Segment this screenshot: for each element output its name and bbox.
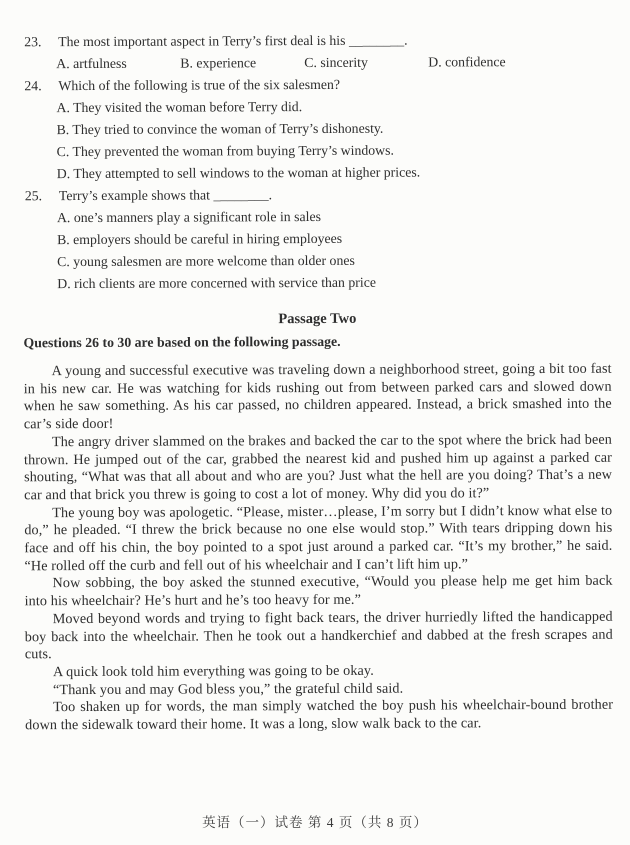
option-a: A. artfulness: [56, 55, 127, 72]
question-stem: The most important aspect in Terry’s first deal is his ________.: [58, 32, 408, 50]
option-c: C. sincerity: [304, 54, 368, 71]
passage-paragraph: Too shaken up for words, the man simply watched the boy push his wheelchair-bound brother down the sidewalk toward their home. It was a long, slow walk back to the car.: [25, 697, 614, 734]
question-number: 23.: [24, 34, 42, 50]
question-number: 24.: [24, 78, 42, 94]
passage-paragraph: Moved beyond words and trying to fight back tears, the driver hurriedly lifted the handicapped boy back into the wheelchair. Then he took out a handkerchief and dabbed at the fresh scrapes and cuts.: [24, 608, 613, 663]
option-b: B. They tried to convince the woman of Terry’s dishonesty.: [56, 120, 384, 138]
passage-instructions: Questions 26 to 30 are based on the following passage.: [23, 333, 341, 351]
question-number: 25.: [24, 188, 43, 204]
passage-paragraph: “Thank you and may God bless you,” the grateful child said.: [52, 680, 404, 698]
question-stem: Terry’s example shows that ________.: [58, 187, 273, 204]
passage-paragraph: A quick look told him everything was going to be okay.: [52, 662, 374, 681]
passage-paragraph: The young boy was apologetic. “Please, mister…please, I’m sorry but I didn’t know what else to do,” he pleaded. “I threw the brick because no one else would stop.” With tears dripping down his face and off his chin, the boy pointed to a spot just around a parked car. “It’s my brother,” he said. “He rolled off the curb and fell out of his wheelchair and I can’t lift him up.”: [24, 502, 613, 575]
question-24-line: [22, 73, 610, 98]
passage-title: Passage Two: [278, 310, 357, 328]
question-24: [22, 73, 610, 186]
question-24-options: [56, 95, 610, 185]
passage-paragraph: Now sobbing, the boy asked the stunned executive, “Would you please help me get him back into his wheelchair? He’s hurt and he’s too heavy for me.”: [24, 573, 613, 610]
question-25-options: [57, 205, 611, 295]
option-d: D. confidence: [428, 54, 506, 70]
passage-paragraph: A young and successful executive was traveling down a neighborhood street, going a bit too fast in his new car. He was watching for kids rushing out from between parked cars and slowed down when he saw something. As his car passed, no children appeared. Instead, a brick smashed into the car’s side door!: [23, 360, 612, 433]
option-a: A. one’s manners play a significant role in sales: [56, 208, 321, 226]
option-b: B. employers should be careful in hiring employees: [57, 230, 343, 248]
option-c: C. They prevented the woman from buying Terry’s windows.: [56, 142, 394, 160]
question-23-options: [56, 51, 610, 75]
passage-paragraph: The angry driver slammed on the brakes and backed the car to the spot where the brick had been thrown. He jumped out of the car, grabbed the nearest kid and pushed him up against a parked car shouting, “What was that all about and who are you? Just what the hell are you doing? That’s a new car and that brick you threw is going to cost a lot of money. Why did you do it?”: [23, 431, 613, 504]
question-23: [22, 29, 610, 76]
option-b: B. experience: [180, 55, 257, 71]
page-footer: [0, 811, 630, 831]
option-a: A. They visited the woman before Terry did.: [56, 99, 303, 116]
reading-passage: [23, 307, 613, 735]
option-d: D. They attempted to sell windows to the woman at higher prices.: [56, 164, 421, 182]
option-c: C. young salesmen are more welcome than older ones: [57, 252, 355, 270]
question-23-line: [22, 29, 610, 54]
multiple-choice-questions: [22, 29, 611, 296]
question-stem: Which of the following is true of the six salesmen?: [58, 76, 341, 94]
page-footer-text: 英语（一）试卷 第 4 页（共 8 页）: [202, 815, 428, 830]
option-d: D. rich clients are more concerned with service than price: [57, 274, 376, 292]
question-25-line: [23, 183, 611, 208]
question-25: [23, 183, 611, 296]
